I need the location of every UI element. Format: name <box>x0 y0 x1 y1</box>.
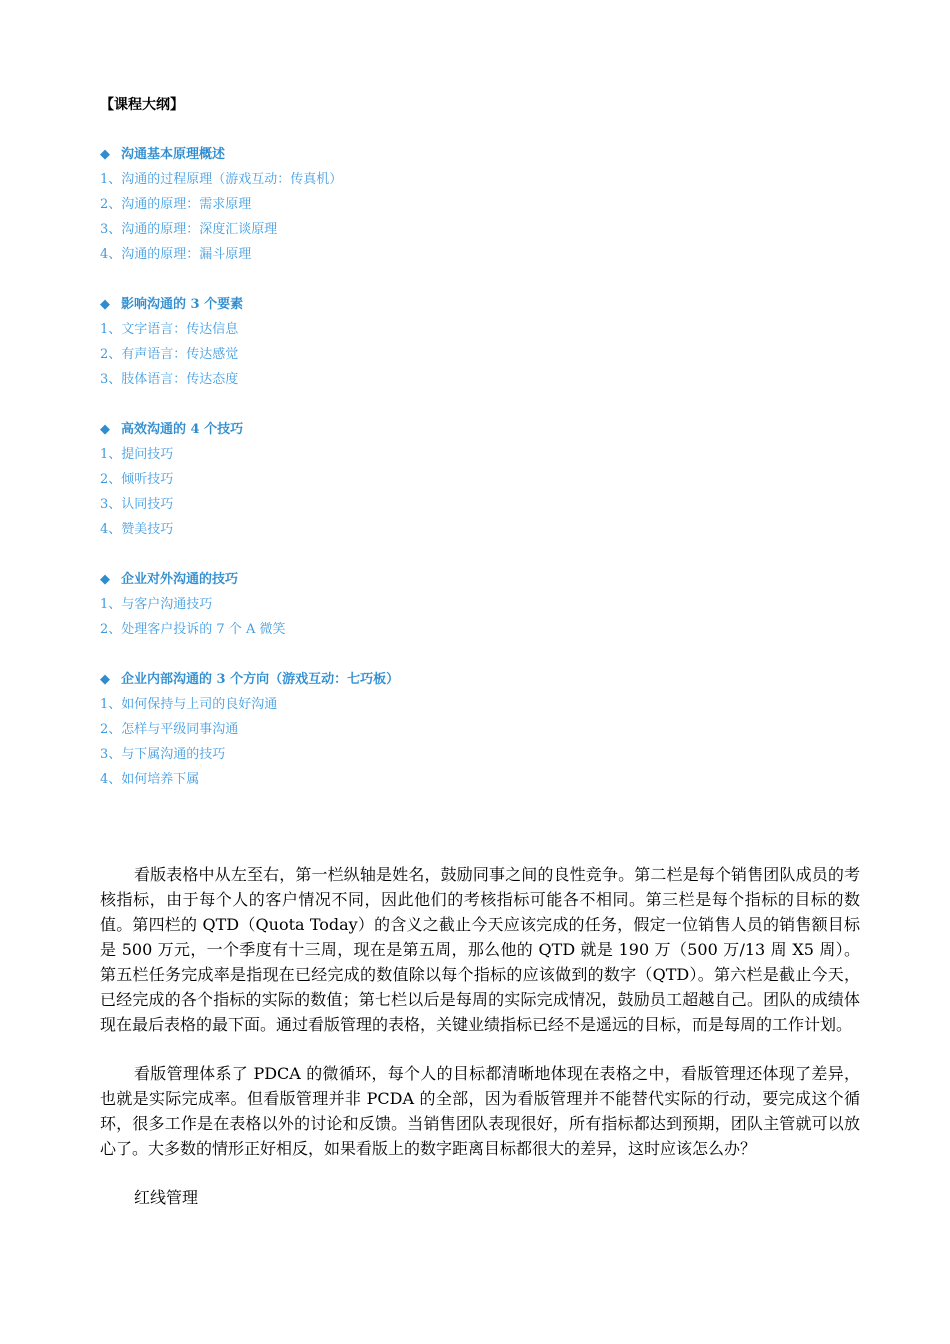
section-title <box>100 570 860 595</box>
outline-item: 1、提问技巧 <box>100 447 174 462</box>
outline-item: 4、沟通的原理：漏斗原理 <box>100 247 252 262</box>
section-title-text: 企业对外沟通的技巧 <box>121 572 239 587</box>
outline-section <box>100 420 860 545</box>
outline-item: 2、怎样与平级同事沟通 <box>100 722 239 737</box>
outline-item: 2、沟通的原理：需求原理 <box>100 197 252 212</box>
section-title <box>100 670 860 695</box>
outline-item: 2、处理客户投诉的 7 个 A 微笑 <box>100 622 286 637</box>
outline-item: 3、与下属沟通的技巧 <box>100 747 226 762</box>
section-title-text: 影响沟通的 3 个要素 <box>121 297 244 312</box>
outline-item: 3、沟通的原理：深度汇谈原理 <box>100 222 278 237</box>
section-title <box>100 145 860 170</box>
section-title-text: 企业内部沟通的 3 个方向（游戏互动：七巧板） <box>121 672 400 687</box>
outline-item: 3、肢体语言：传达态度 <box>100 372 239 387</box>
outline-item: 1、如何保持与上司的良好沟通 <box>100 697 278 712</box>
outline-section <box>100 145 860 270</box>
section-title-text: 高效沟通的 4 个技巧 <box>121 422 244 437</box>
section-title <box>100 420 860 445</box>
outline-item: 4、如何培养下属 <box>100 772 200 787</box>
outline-item: 1、文字语言：传达信息 <box>100 322 239 337</box>
body-text <box>100 862 860 1210</box>
outline-item: 1、与客户沟通技巧 <box>100 597 213 612</box>
paragraph: 看版管理体系了 PDCA 的微循环，每个人的目标都清晰地体现在表格之中，看版管理还体现了差异，也就是实际完成率。但看版管理并非 PCDA 的全部，因为看版管理并不能替代实际的行动，要完成这个循环，很多工作是在表格以外的讨论和反馈。当销售团队表现很好，所有指标都达到预期，团队主管就可以放心了。大多数的情形正好相反，如果看版上的数字距离目标都很大的差异，这时应该怎么办？ <box>100 1064 860 1158</box>
diamond-bullet-icon: ◆ <box>100 572 110 587</box>
outline-section <box>100 570 860 645</box>
outline-section <box>100 670 860 795</box>
paragraph: 红线管理 <box>134 1188 199 1207</box>
outline-item: 3、认同技巧 <box>100 497 174 512</box>
section-title <box>100 295 860 320</box>
paragraph: 看版表格中从左至右，第一栏纵轴是姓名，鼓励同事之间的良性竞争。第二栏是每个销售团队成员的考核指标，由于每个人的客户情况不同，因此他们的考核指标可能各不相同。第三栏是每个指标的目标的数值。第四栏的 QTD（Quota Today）的含义之截止今天应该完成的任务，假定一位销售人员的销售额目标是 500 万元，一个季度有十三周，现在是第五周，那么他的 QTD 就是 190 万（500 万/13 周 X5 周）。第五栏任务完成率是指现在已经完成的数值除以每个指标的应该做到的数字（QTD）。第六栏是截止今天，已经完成的各个指标的实际的数值；第七栏以后是每周的实际完成情况，鼓励员工超越自己。团队的成绩体现在最后表格的最下面。通过看版管理的表格，关键业绩指标已经不是遥远的目标，而是每周的工作计划。 <box>100 865 860 1034</box>
course-outline-heading: 【课程大纲】 <box>100 97 184 113</box>
section-title-text: 沟通基本原理概述 <box>121 147 226 162</box>
outline-item: 2、有声语言：传达感觉 <box>100 347 239 362</box>
course-outline <box>100 145 860 820</box>
diamond-bullet-icon: ◆ <box>100 672 110 687</box>
outline-item: 2、倾听技巧 <box>100 472 174 487</box>
diamond-bullet-icon: ◆ <box>100 297 110 312</box>
diamond-bullet-icon: ◆ <box>100 422 110 437</box>
outline-section <box>100 295 860 395</box>
diamond-bullet-icon: ◆ <box>100 147 110 162</box>
outline-item: 4、赞美技巧 <box>100 522 174 537</box>
outline-item: 1、沟通的过程原理（游戏互动：传真机） <box>100 172 343 187</box>
